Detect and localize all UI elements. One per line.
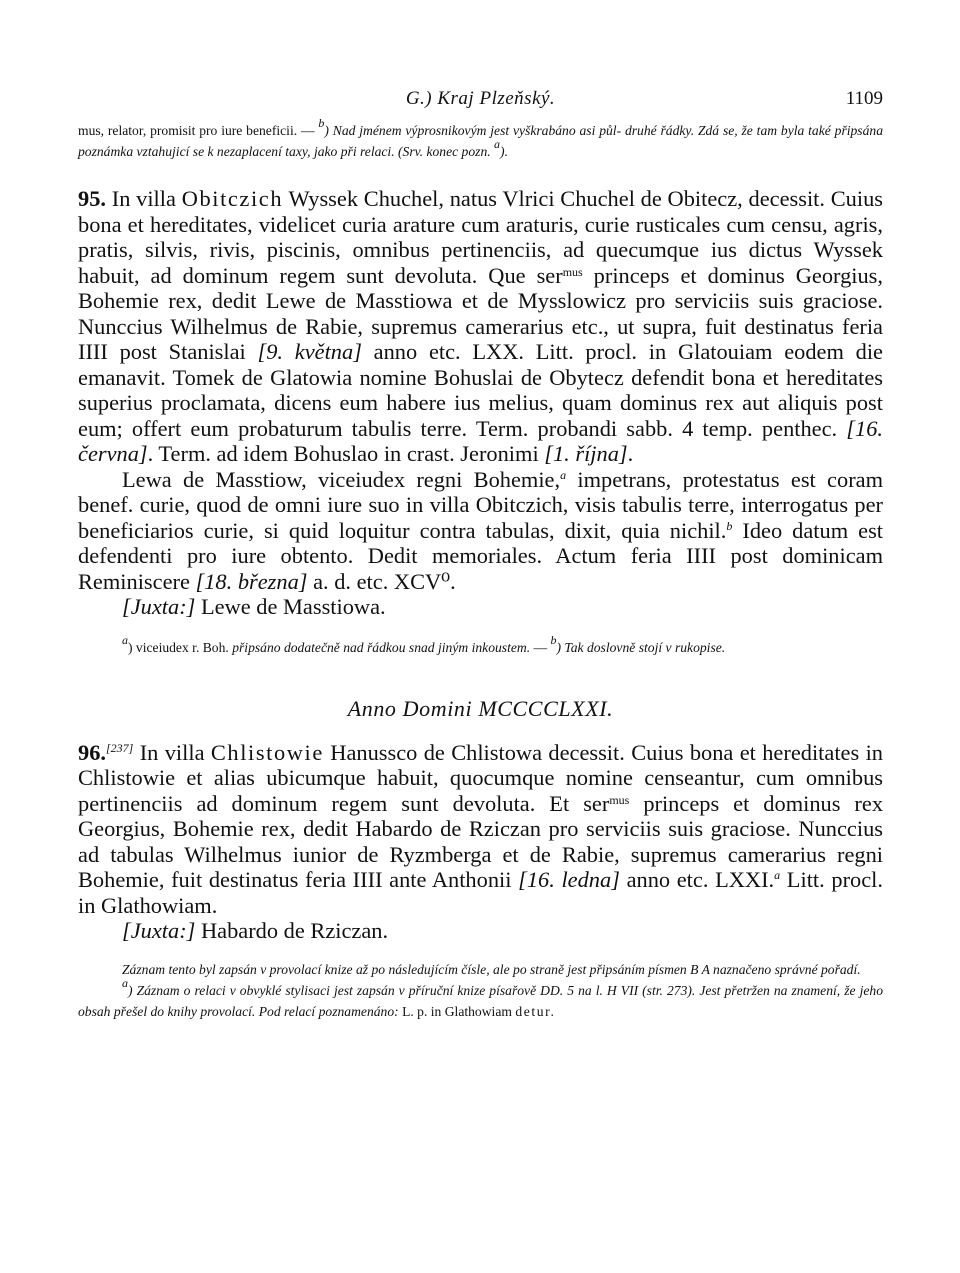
entry-text: Litt. procl. in Glathowiam. (78, 867, 883, 918)
entry-text: princeps et dominus Georgius, Bohemie rex, dedit Lewe de Masstiowa et de Mysslowicz pro serviciis suis graciose. Nunccius Wilhelmus de Rabie, supremus camerarius etc., ut supra, fuit destinatus feria IIII post Stanislai (78, 262, 883, 364)
footnote-text: stojí v rukopise. (638, 639, 726, 655)
entry-95-protest (78, 467, 883, 595)
juxta-label: [Juxta:] (122, 594, 196, 619)
entry-text: a. d. etc. XCV⁰. (307, 568, 456, 594)
footnote-text: ) viceiudex r. Boh. (128, 639, 233, 655)
entry-text: Hanussco de Chlistowa decessit. Cuius bona et hereditates in Chlistowie et alias ubicumque habuit, quocumque nomine censeantur, cum omnibus pertinenciis ad dominum regem sunt devoluta. Et ser (78, 739, 883, 816)
entry-text: anno etc. LXXI. (619, 867, 775, 892)
footnote-marker: a (122, 975, 128, 990)
section-title: Anno Domini MCCCCLXXI. (347, 695, 614, 721)
top-footnote (78, 116, 883, 162)
top-note-text-2: ) Nad jménem výprosnikovým jest vyškrabáno asi půl- (324, 123, 622, 138)
date-gloss: [1. října] (544, 441, 628, 466)
footnote-text: ) Záznam o relaci v obvyklé stylisaci jest zapsán v příruční knize písařově DD. 5 na l. H VII (str. 273). Jest přetržen na znamení, že jeho obsah přešel do knihy provolací. Pod relací poznamenáno: (78, 982, 883, 1019)
top-note-text-5: ). (500, 144, 508, 159)
place-name: Chlistowie (210, 739, 324, 765)
footnote-text: L. p. in Glathowiam (402, 1003, 516, 1019)
footnote-text: Záznam tento byl zapsán v provolací knize až po následujícím čísle, ale po straně jest připsáním písmen B A naznačeno správné pořadí. (122, 961, 861, 977)
entry-text: Wyssek Chuchel, natus Vlrici Chuchel de Obitecz, decessit. Cuius bona et hereditates, videlicet curia arature cum araturis, curie rusticales cum censu, agris, pratis, silvis, rivis, piscinis, omnibus pertinenciis, ad quecumque ius dictus Wyssek habuit, ad dominum regem sunt devoluta. Que ser (78, 186, 883, 288)
entry-text: anno etc. LXX. Litt. procl. in Glatouiam eodem die emanavit. Tomek de Glatowia nomine Bohuslai de Obytecz defendit bona et hereditates superius proclamata, dicens eum habere ius melius, quam dominus rex aut aliquis post eum; offert eum probaturum tabulis terre. Term. probandi sabb. 4 temp. penthec. (78, 339, 883, 441)
entry-text: . (627, 441, 634, 466)
footnote-marker: a (560, 467, 567, 482)
footnote-marker: b (726, 518, 733, 533)
date-gloss: [16. června] (78, 415, 883, 466)
superscript-abbrev: mus (562, 264, 583, 279)
footnotes-96 (78, 959, 883, 980)
footnote-text: — (530, 639, 551, 655)
footnote-marker: a (122, 632, 128, 647)
date-gloss: [18. března] (195, 568, 308, 594)
folio-ref: [237] (106, 740, 134, 755)
page (78, 88, 883, 1022)
date-gloss: [9. května] (257, 339, 362, 364)
juxta-name: Lewe de Masstiowa. (195, 594, 386, 619)
top-note-text-3: druhé řádky. Zdá se, že tam byla také připsána poznámka vztahujicí se k nezaplacení taxy, jako při relaci. (78, 123, 883, 159)
entry-number: 95. (78, 186, 106, 211)
entry-text: Lewa de Masstiow, viceiudex regni Bohemie, (122, 466, 561, 492)
footnotes-96-a (78, 975, 883, 1022)
footnote-text: ) Tak doslovně (556, 639, 636, 655)
entry-96-juxta (78, 918, 883, 944)
page-number: 1109 (845, 88, 883, 109)
juxta-label: [Juxta:] (122, 918, 196, 943)
footnote-marker: a (774, 868, 781, 882)
entry-text: In villa (133, 739, 211, 765)
footnote-text: detur. (515, 1003, 556, 1019)
top-note-text-1: mus, relator, promisit pro iure beneficii. — (78, 123, 319, 138)
footnote-text: připsáno dodatečně nad řádkou snad jiným inkoustem. (232, 639, 531, 655)
running-header (78, 88, 883, 118)
entry-text: In villa (106, 186, 182, 211)
entry-number: 96. (78, 739, 106, 765)
footnotes-95 (78, 632, 883, 658)
entry-text: impetrans, protestatus est coram benef. curie, quod de omni iure suo in villa Obitczich, visis tabulis terre, interrogatus per beneficiarios curie, si quid loquitur contra tabulas, dixit, quia nichil. (78, 466, 884, 543)
top-note-text-4: (Srv. konec pozn. (398, 144, 495, 159)
entry-text: princeps et dominus rex Georgius, Bohemie rex, dedit Habardo de Rziczan pro serviciis suis graciose. Nunccius ad tabulas Wilhelmus iunior de Ryzmberga et de Rabie, supremus camerarius regni Bohemie, fuit destinatus feria IIII ante Anthonii (78, 790, 884, 892)
entry-text: Ideo datum est defendenti pro iure obtento. Dedit memoriales. Actum feria IIII post dominicam Reminiscere (78, 517, 883, 594)
footnote-marker: b (318, 116, 325, 130)
juxta-name: Habardo de Rziczan. (195, 918, 389, 943)
entry-text: . Term. ad idem Bohuslao in crast. Jeronimi (147, 441, 545, 466)
footnote-marker: b (550, 632, 557, 647)
entry-95-juxta (78, 594, 883, 620)
entry-96 (78, 740, 883, 919)
running-title: G.) Kraj Plzeňský. (405, 88, 556, 109)
entry-95 (78, 186, 883, 467)
superscript-abbrev: mus (609, 792, 630, 807)
place-name: Obitczich (181, 186, 284, 211)
footnote-marker: a (494, 137, 501, 151)
date-gloss: [16. ledna] (518, 867, 620, 892)
